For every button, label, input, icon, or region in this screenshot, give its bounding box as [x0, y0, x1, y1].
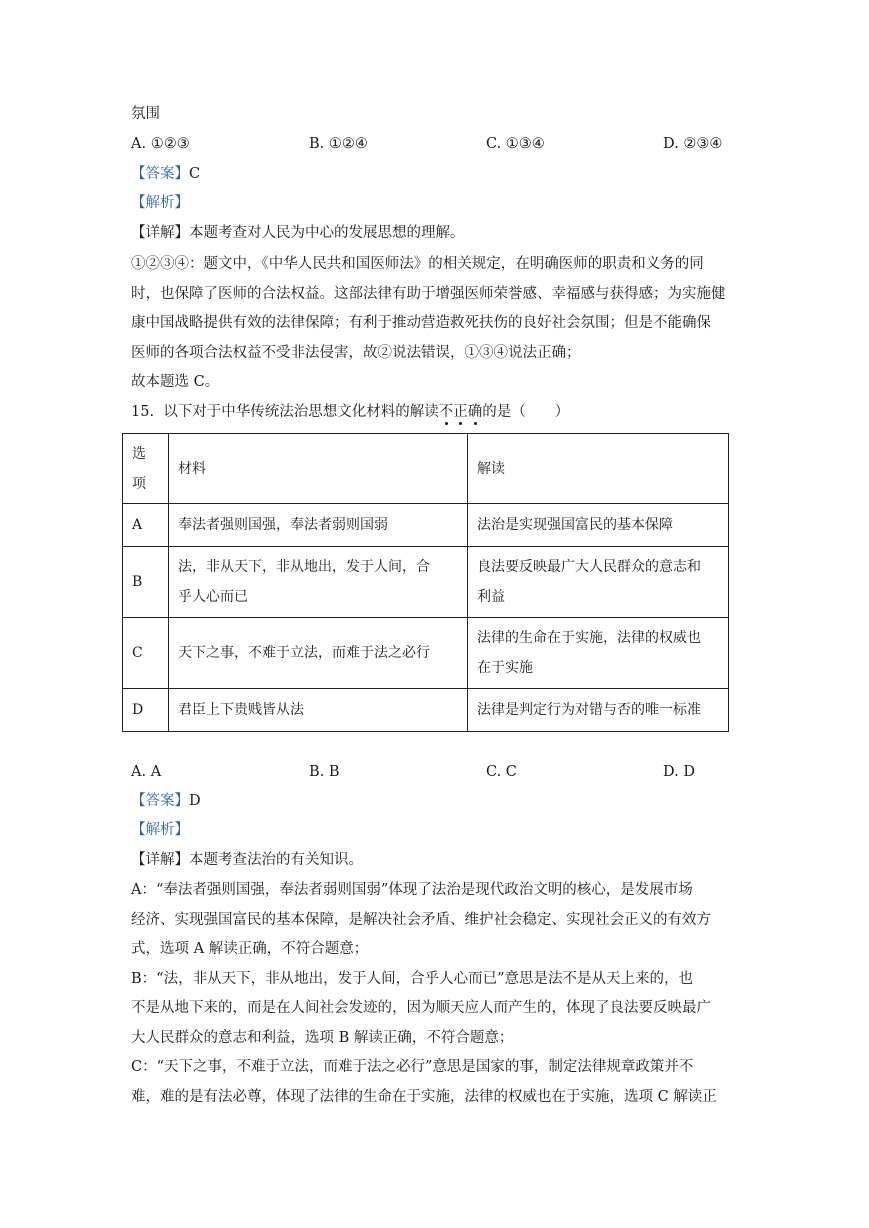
- q15-option-a[interactable]: A. A: [131, 764, 162, 780]
- table-row: [123, 547, 729, 618]
- q15-answer: [131, 791, 201, 811]
- row-option: A: [123, 504, 169, 547]
- explanation-line: A：“奉法者强则国强，奉法者弱则国弱”体现了法治是现代政治文明的核心，是发展市场: [131, 882, 693, 898]
- header-material: 材料: [169, 434, 468, 504]
- table-row: [123, 689, 729, 732]
- explanation-line: 大人民群众的意志和利益，选项 B 解读正确，不符合题意；: [131, 1029, 514, 1046]
- cell-line: 法律的生命在于实施，法律的权威也: [477, 630, 701, 646]
- answer-tag: 【答案】: [131, 166, 189, 182]
- q15-explanation: [131, 876, 739, 1112]
- analysis-tag: 【解析】: [131, 822, 189, 838]
- q14-analysis-tag: [131, 193, 189, 213]
- explanation-line: C：“天下之事，不难于立法，而难于法之必行”意思是国家的事，制定法律规章政策并不: [131, 1059, 694, 1075]
- answer-value: C: [189, 166, 201, 182]
- explanation-line: ①②③④：题文中，《中华人民共和国医师法》的相关规定，在明确医师的职责和义务的同: [131, 256, 704, 272]
- stem-text-after: 的是（ ）: [482, 404, 570, 420]
- row-material: [169, 547, 468, 618]
- conclusion: 故本题选 C。: [131, 374, 220, 390]
- q14-option-c[interactable]: C. ①③④: [486, 136, 545, 152]
- q15-detail: [131, 850, 363, 870]
- row-option: B: [123, 547, 169, 618]
- q14-option-a[interactable]: A. ①②③: [131, 136, 190, 152]
- header-option: [123, 434, 169, 504]
- row-option: D: [123, 689, 169, 732]
- q14-option-b[interactable]: B. ①②④: [309, 136, 368, 152]
- row-reading: 法治是实现强国富民的基本保障: [468, 504, 729, 547]
- explanation-line: 难，难的是有法必尊，体现了法律的生命在于实施，法律的权威也在于实施，选项 C 解读正: [131, 1088, 717, 1105]
- answer-tag: 【答案】: [131, 793, 189, 809]
- q15-analysis-tag: [131, 820, 189, 840]
- explanation-line: 时，也保障了医师的合法权益。这部法律有助于增强医师荣誉感、幸福感与获得感；为实施健: [131, 285, 726, 302]
- row-material: 君臣上下贵贱皆从法: [169, 689, 468, 732]
- header-reading: 解读: [468, 434, 729, 504]
- row-option: C: [123, 618, 169, 689]
- cell-line: 利益: [477, 589, 505, 605]
- answer-value: D: [189, 793, 201, 809]
- q15-stem: [131, 402, 569, 422]
- q14-option-d[interactable]: D. ②③④: [663, 136, 723, 152]
- q15-option-b[interactable]: B. B: [309, 764, 340, 780]
- detail-tag: 【详解】: [131, 225, 189, 241]
- table-row: [123, 618, 729, 689]
- stem-emphasis-char: 正: [453, 404, 468, 420]
- q15-table: [122, 433, 729, 732]
- intro-fragment: 氛围: [131, 106, 160, 122]
- explanation-line: 康中国战略提供有效的法律保障；有利于推动营造救死扶伤的良好社会氛围；但是不能确保: [131, 315, 711, 331]
- cell-line: 良法要反映最广大人民群众的意志和: [477, 559, 701, 575]
- explanation-line: 不是从地下来的，而是在人间社会发迹的，因为顺天应人而产生的，体现了良法要反映最广: [131, 1000, 711, 1016]
- detail-text: 本题考查对人民为中心的发展思想的理解。: [189, 225, 465, 241]
- table-header-row: [123, 434, 729, 504]
- stem-emphasis-char: 确: [467, 404, 483, 420]
- row-material: 奉法者强则国强，奉法者弱则国弱: [169, 504, 468, 547]
- row-material: 天下之事，不难于立法，而难于法之必行: [169, 618, 468, 689]
- question-number: 15.: [131, 404, 155, 420]
- q14-answer: [131, 164, 200, 184]
- stem-emphasis-char: 不: [438, 404, 454, 420]
- table-row: [123, 504, 729, 547]
- cell-line: 乎人心而已: [178, 589, 248, 605]
- detail-tag: 【详解】: [131, 852, 189, 868]
- detail-text: 本题考查法治的有关知识。: [189, 852, 363, 868]
- cell-line: 在于实施: [477, 660, 533, 676]
- q15-option-d[interactable]: D. D: [663, 764, 695, 780]
- row-reading: 法律是判定行为对错与否的唯一标准: [468, 689, 729, 732]
- explanation-line: 医师的各项合法权益不受非法侵害，故②说法错误，①③④说法正确；: [131, 344, 581, 361]
- row-reading: [468, 618, 729, 689]
- q15-option-c[interactable]: C. C: [486, 764, 517, 780]
- row-reading: [468, 547, 729, 618]
- analysis-tag: 【解析】: [131, 195, 189, 211]
- header-option-label: 选项: [132, 445, 146, 492]
- explanation-line: B：“法，非从天下，非从地出，发于人间，合乎人心而已”意思是法不是从天上来的，也: [131, 970, 693, 987]
- q14-detail: [131, 223, 465, 243]
- stem-text-before: 以下对于中华传统法治思想文化材料的解读: [163, 404, 439, 420]
- explanation-line: 式，选项 A 解读正确，不符合题意；: [131, 941, 369, 957]
- explanation-line: 经济、实现强国富民的基本保障，是解决社会矛盾、维护社会稳定、实现社会正义的有效方: [131, 911, 711, 928]
- cell-line: 法，非从天下，非从地出，发于人间，合: [178, 559, 430, 575]
- q14-explanation: [131, 250, 739, 398]
